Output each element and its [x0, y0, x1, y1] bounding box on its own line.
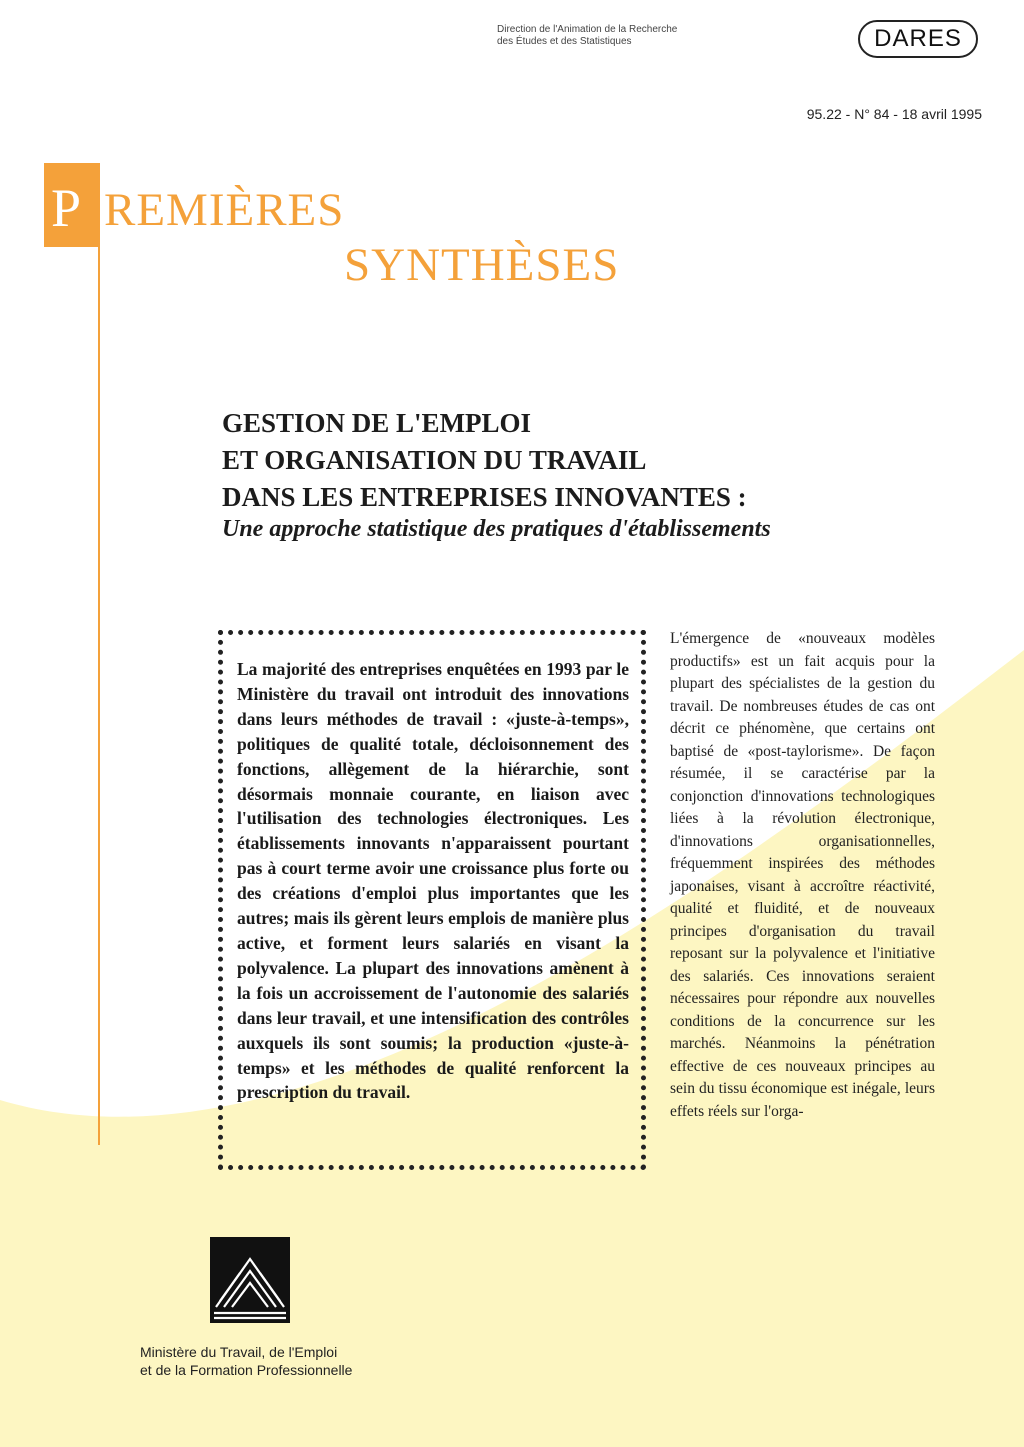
agency-line-1: Direction de l'Animation de la Recherche	[497, 24, 678, 35]
brand-title-line-2: SYNTHÈSES	[344, 239, 620, 291]
article-subtitle: Une approche statistique des pratiques d'établissements	[222, 516, 771, 542]
ministry-line-2: et de la Formation Professionnelle	[140, 1362, 353, 1378]
ministry-line-1: Ministère du Travail, de l'Emploi	[140, 1344, 338, 1360]
title-line-1: GESTION DE L'EMPLOI	[222, 408, 532, 438]
dares-badge: DARES	[858, 20, 978, 58]
issue-reference: 95.22 - N° 84 - 18 avril 1995	[806, 106, 982, 122]
ministry-logo-icon	[210, 1237, 290, 1323]
brand-title-line-1: REMIÈRES	[104, 184, 345, 236]
summary-box	[218, 630, 646, 1170]
brand-vertical-rule	[98, 240, 100, 1145]
title-line-3: DANS LES ENTREPRISES INNOVANTES :	[222, 482, 747, 512]
summary-text: La majorité des entreprises enquêtées en 1993 par le Ministère du travail ont introduit des innovations dans leurs méthodes de travail : «juste-à-temps», politiques de qualité totale, décloisonnement des fonctions, allègement de la hiérarchie, sont désormais monnaie courante, en liaison avec l'utilisation des technologies électroniques. Les établissements innovants n'apparaissent pourtant pas à court terme avoir une croissance plus forte ou des créations d'emploi plus importantes que les autres; mais ils gèrent leurs emplois de manière plus active, et forment leurs salariés en visant la polyvalence. La plupart des innovations amènent à la fois un accroissement de l'autonomie des salariés dans leur travail, et une intensification des contrôles auxquels ils sont soumis; la production «juste-à-temps» et les méthodes de qualité renforcent la prescription du travail.	[237, 659, 629, 1103]
title-line-2: ET ORGANISATION DU TRAVAIL	[222, 445, 647, 475]
body-text-column: L'émergence de «nouveaux modèles productifs» est un fait acquis pour la plupart des spécialistes de la gestion du travail. De nombreuses études de cas ont décrit ce phénomène, que certains ont baptisé de «post-taylorisme». De façon résumée, il se caractérise par la conjonction d'innovations technologiques liées à la révolution électronique, d'innovations organisationnelles, fréquemment inspirées des méthodes japonaises, visant à accroître réactivité, qualité et fluidité, et de nouveaux principes d'organisation du travail reposant sur la polyvalence et l'initiative des salariés. Ces innovations seraient nécessaires pour répondre aux nouvelles conditions de la concurrence sur les marchés. Néanmoins la pénétration effective de ces nouveaux principes au sein du tissu économique est inégale, leurs effets réels sur l'orga-	[670, 630, 935, 1120]
agency-name	[497, 24, 747, 48]
agency-line-2: des Études et des Statistiques	[497, 36, 632, 47]
article-title	[222, 405, 922, 516]
brand-initial: P	[51, 178, 82, 238]
ministry-name	[140, 1343, 380, 1379]
